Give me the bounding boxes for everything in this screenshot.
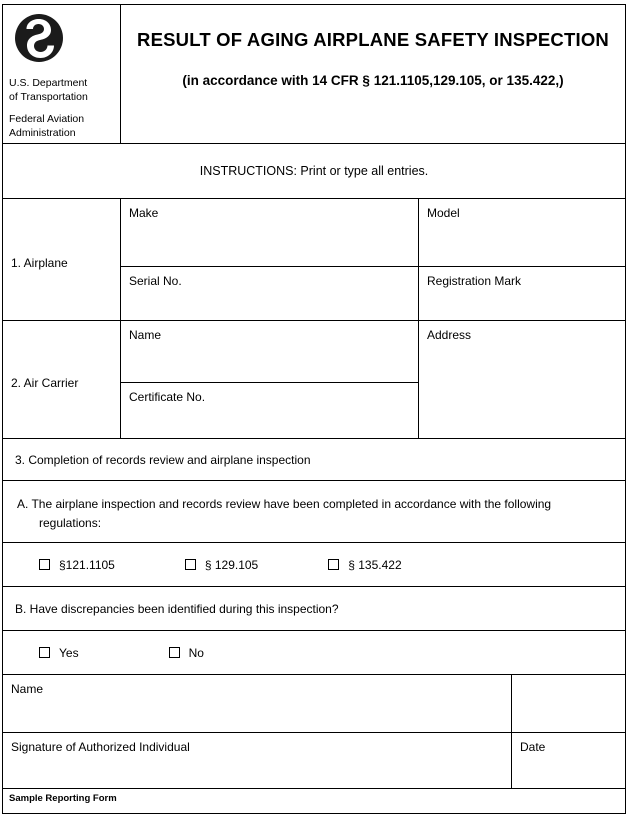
section-a-options xyxy=(3,543,625,587)
form-footer xyxy=(3,789,625,807)
checkbox-135-422-label: § 135.422 xyxy=(348,557,402,572)
field-serial-no-label: Serial No. xyxy=(129,274,182,288)
agency-line-3: Federal Aviation xyxy=(9,113,85,125)
field-serial-no[interactable] xyxy=(121,267,418,320)
field-make[interactable] xyxy=(121,199,418,267)
checkbox-135-422[interactable] xyxy=(328,558,401,572)
section-3-heading xyxy=(3,439,625,481)
checkbox-discrepancies-no-label: No xyxy=(188,645,204,660)
form-footer-text: Sample Reporting Form xyxy=(9,792,117,804)
field-carrier-address-label: Address xyxy=(427,328,472,342)
section-airplane-label: 1. Airplane xyxy=(3,199,121,320)
section-air-carrier-label: 2. Air Carrier xyxy=(3,321,121,438)
section-3-label: 3. Completion of records review and airplane inspection xyxy=(15,452,311,467)
field-registration-mark[interactable] xyxy=(419,267,625,320)
field-signature-label: Signature of Authorized Individual xyxy=(11,740,190,754)
field-model-label: Model xyxy=(427,206,460,220)
section-a-text-block xyxy=(3,481,625,543)
field-make-label: Make xyxy=(129,206,159,220)
field-date[interactable] xyxy=(512,733,625,788)
page-subtitle: (in accordance with 14 CFR § 121.1105,129.105, or 135.422,) xyxy=(182,73,564,88)
field-carrier-name[interactable] xyxy=(121,321,418,383)
agency-text xyxy=(9,76,114,140)
checkbox-129-105-label: § 129.105 xyxy=(204,557,259,572)
checkbox-icon[interactable] xyxy=(328,559,339,570)
field-model[interactable] xyxy=(419,199,625,267)
checkbox-discrepancies-yes[interactable] xyxy=(39,646,79,660)
signature-row xyxy=(3,733,625,789)
field-date-label: Date xyxy=(520,740,546,754)
checkbox-icon[interactable] xyxy=(169,647,180,658)
agency-line-2: of Transportation xyxy=(9,91,88,103)
checkbox-129-105[interactable] xyxy=(185,558,258,572)
field-signer-name-label: Name xyxy=(11,682,44,696)
field-signer-name[interactable] xyxy=(3,675,512,732)
checkbox-discrepancies-yes-label: Yes xyxy=(59,645,79,660)
checkbox-icon[interactable] xyxy=(185,559,196,570)
page-title: RESULT OF AGING AIRPLANE SAFETY INSPECTION xyxy=(137,29,609,50)
field-blank-cell[interactable] xyxy=(512,675,625,732)
field-registration-mark-label: Registration Mark xyxy=(427,274,522,288)
section-b-options xyxy=(3,631,625,675)
checkbox-121-1105-label: §121.1105 xyxy=(59,557,115,572)
section-airplane xyxy=(3,199,625,321)
section-b-text-block xyxy=(3,587,625,631)
form-header xyxy=(3,5,625,144)
dot-triskelion-logo xyxy=(13,13,65,63)
agency-block xyxy=(3,5,121,143)
field-certificate-no-label: Certificate No. xyxy=(129,390,206,404)
checkbox-icon[interactable] xyxy=(39,559,50,570)
signature-name-row xyxy=(3,675,625,733)
title-block xyxy=(121,5,625,143)
checkbox-121-1105[interactable] xyxy=(39,558,115,572)
field-carrier-name-label: Name xyxy=(129,328,162,342)
aging-airplane-inspection-form xyxy=(2,4,626,814)
checkbox-discrepancies-no[interactable] xyxy=(169,646,204,660)
section-air-carrier xyxy=(3,321,625,439)
instructions-text: INSTRUCTIONS: Print or type all entries. xyxy=(3,144,625,199)
field-signature[interactable] xyxy=(3,733,512,788)
agency-line-1: U.S. Department xyxy=(9,77,88,89)
field-certificate-no[interactable] xyxy=(121,383,418,438)
section-b-text: B. Have discrepancies been identified during this inspection? xyxy=(15,601,339,616)
checkbox-icon[interactable] xyxy=(39,647,50,658)
agency-line-4: Administration xyxy=(9,127,76,139)
section-a-text: A. The airplane inspection and records review have been completed in accordance with the following regulations: xyxy=(17,497,552,530)
field-carrier-address[interactable] xyxy=(419,321,625,438)
